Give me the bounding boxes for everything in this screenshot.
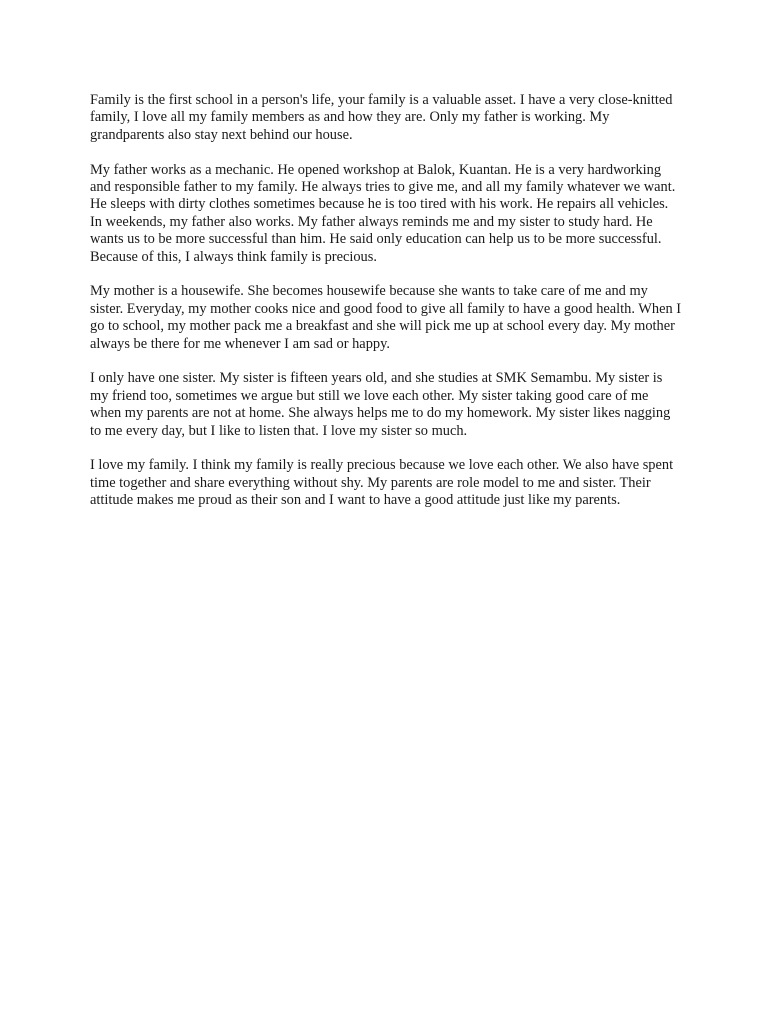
paragraph-intro: Family is the first school in a person's life, your family is a valuable asset. I have a very close-knitted family, I love all my family members as and how they are. Only my father is working. My grandparents also stay next behind our house. (90, 92, 673, 143)
paragraph-father: My father works as a mechanic. He opened workshop at Balok, Kuantan. He is a very hardworking and responsible father to my family. He always tries to give me, and all my family whatever we want. He sleeps with dirty clothes sometimes because he is too tired with his work. He repairs all vehicles. In weekends, my father also works. My father always reminds me and my sister to study hard. He wants us to be more successful than him. He said only education can help us to be more successful. Because of this, I always think family is precious. (90, 161, 676, 265)
paragraph-conclusion: I love my family. I think my family is really precious because we love each other. We also have spent time together and share everything without shy. My parents are role model to me and sister. Their attitude makes me proud as their son and I want to have a good attitude just like my parents. (90, 457, 674, 509)
paragraph-sister: I only have one sister. My sister is fifteen years old, and she studies at SMK Semambu. My sister is my friend too, sometimes we argue but still we love each other. My sister taking good care of me when my parents are not at home. She always helps me to do my homework. My sister likes nagging to me every day, but I like to listen that. I love my sister so much. (90, 370, 671, 439)
paragraph-mother: My mother is a housewife. She becomes housewife because she wants to take care of me and my sister. Everyday, my mother cooks nice and good food to give all family to have a good health. When I go to school, my mother pack me a breakfast and she will pick me up at school every day. My mother always be there for me whenever I am sad or happy. (90, 283, 682, 352)
document-body (90, 92, 682, 527)
